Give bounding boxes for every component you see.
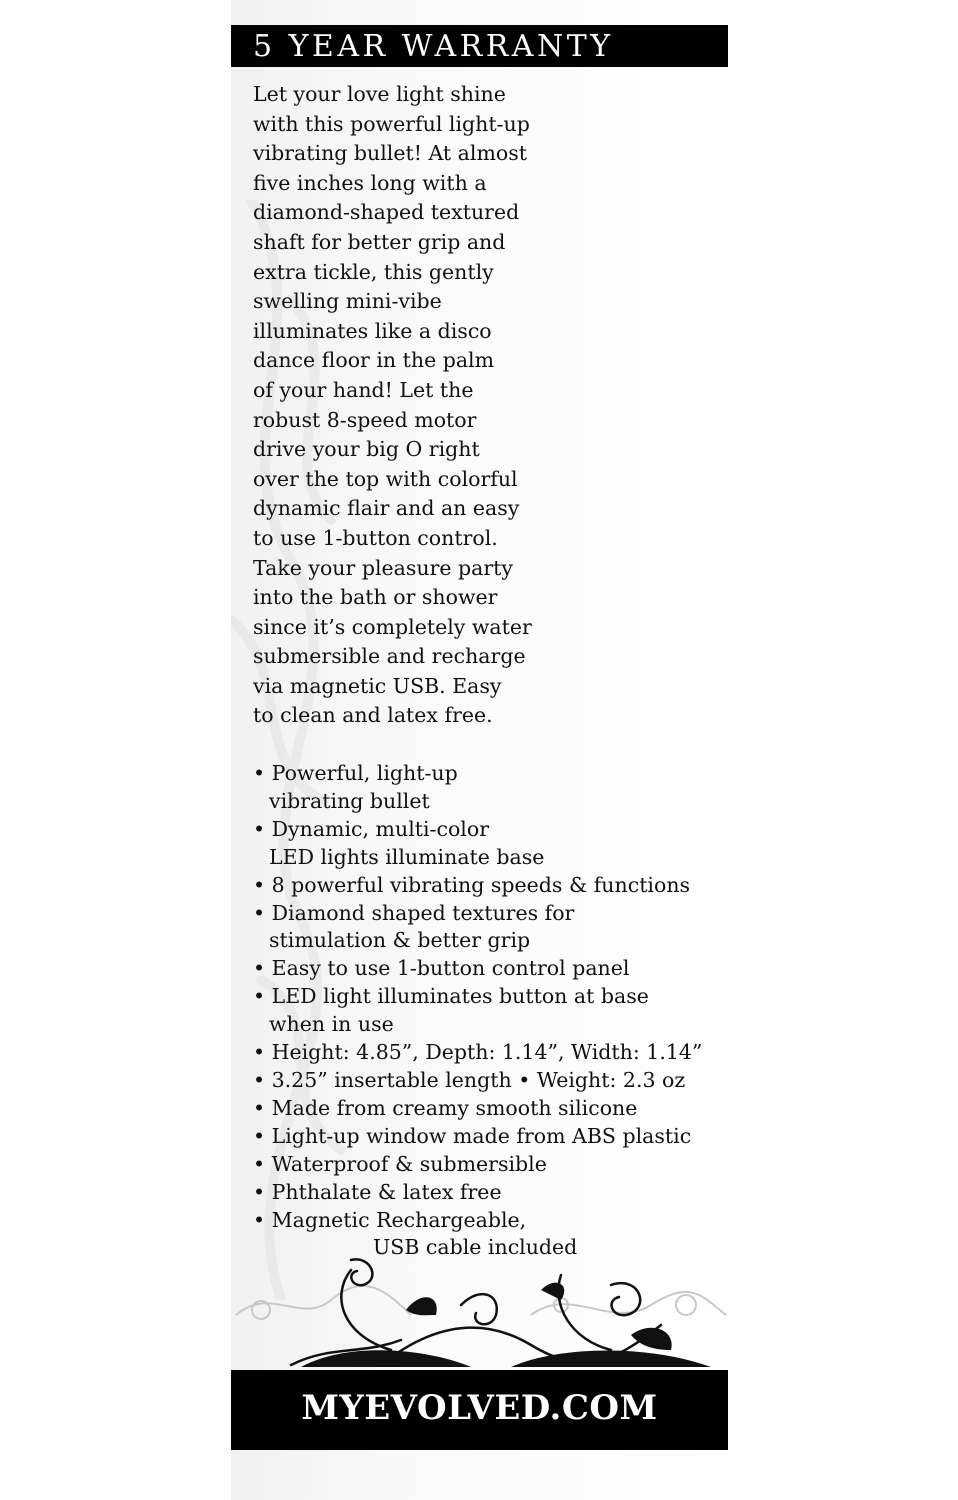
description-line: to clean and latex free. — [253, 703, 493, 728]
product-description — [253, 80, 543, 731]
warranty-banner — [231, 25, 728, 67]
description-line: submersible and recharge — [253, 644, 526, 669]
feature-item: • Waterproof & submersible — [253, 1151, 547, 1176]
description-line: diamond-shaped textured — [253, 200, 520, 225]
product-card — [231, 0, 728, 1500]
feature-list — [253, 760, 723, 1262]
feature-item: • Diamond shaped textures for — [253, 900, 575, 925]
description-line: shaft for better grip and — [253, 229, 506, 254]
feature-item-continued: stimulation & better grip — [269, 928, 531, 953]
feature-item-continued: vibrating bullet — [269, 788, 430, 813]
description-line: to use 1-button control. — [253, 525, 498, 550]
feature-item-continued: LED lights illuminate base — [269, 844, 545, 869]
description-line: into the bath or shower — [253, 585, 498, 610]
feature-item: • Phthalate & latex free — [253, 1179, 502, 1204]
feature-item: • Dynamic, multi-color — [253, 816, 490, 841]
description-line: since it’s completely water — [253, 614, 532, 639]
feature-item: • Powerful, light-up — [253, 761, 458, 785]
description-line: Take your pleasure party — [253, 555, 513, 580]
description-line: of your hand! Let the — [253, 377, 474, 402]
description-line: five inches long with a — [253, 170, 487, 195]
feature-item-continued: USB cable included — [373, 1235, 578, 1260]
description-line: illuminates like a disco — [253, 318, 492, 343]
feature-item: • Made from creamy smooth silicone — [253, 1095, 638, 1120]
description-line: extra tickle, this gently — [253, 259, 494, 284]
description-line: drive your big O right — [253, 437, 480, 462]
description-line: vibrating bullet! At almost — [253, 141, 527, 166]
description-line: Let your love light shine — [253, 82, 506, 106]
warranty-title: 5 YEAR WARRANTY — [253, 29, 614, 64]
feature-item: • Magnetic Rechargeable, — [253, 1207, 527, 1232]
website-banner — [231, 1370, 728, 1450]
description-line: swelling mini-vibe — [253, 289, 442, 314]
website-url: MYEVOLVED.COM — [301, 1388, 658, 1428]
description-line: dynamic flair and an easy — [253, 496, 520, 521]
feature-item: • Height: 4.85”, Depth: 1.14”, Width: 1.14” — [253, 1040, 703, 1065]
description-line: dance floor in the palm — [253, 348, 495, 373]
feature-item-continued: when in use — [269, 1012, 394, 1037]
feature-item: • Easy to use 1-button control panel — [253, 956, 630, 981]
description-line: robust 8-speed motor — [253, 407, 477, 432]
description-line: via magnetic USB. Easy — [253, 673, 502, 698]
feature-item: • Light-up window made from ABS plastic — [253, 1123, 692, 1148]
description-line: over the top with colorful — [253, 466, 518, 491]
description-line: with this powerful light-up — [253, 111, 530, 136]
floral-flourish-decoration — [231, 1255, 728, 1370]
feature-item: • 3.25” insertable length • Weight: 2.3 oz — [253, 1067, 686, 1092]
feature-item: • 8 powerful vibrating speeds & functions — [253, 872, 691, 897]
feature-item: • LED light illuminates button at base — [253, 984, 649, 1009]
